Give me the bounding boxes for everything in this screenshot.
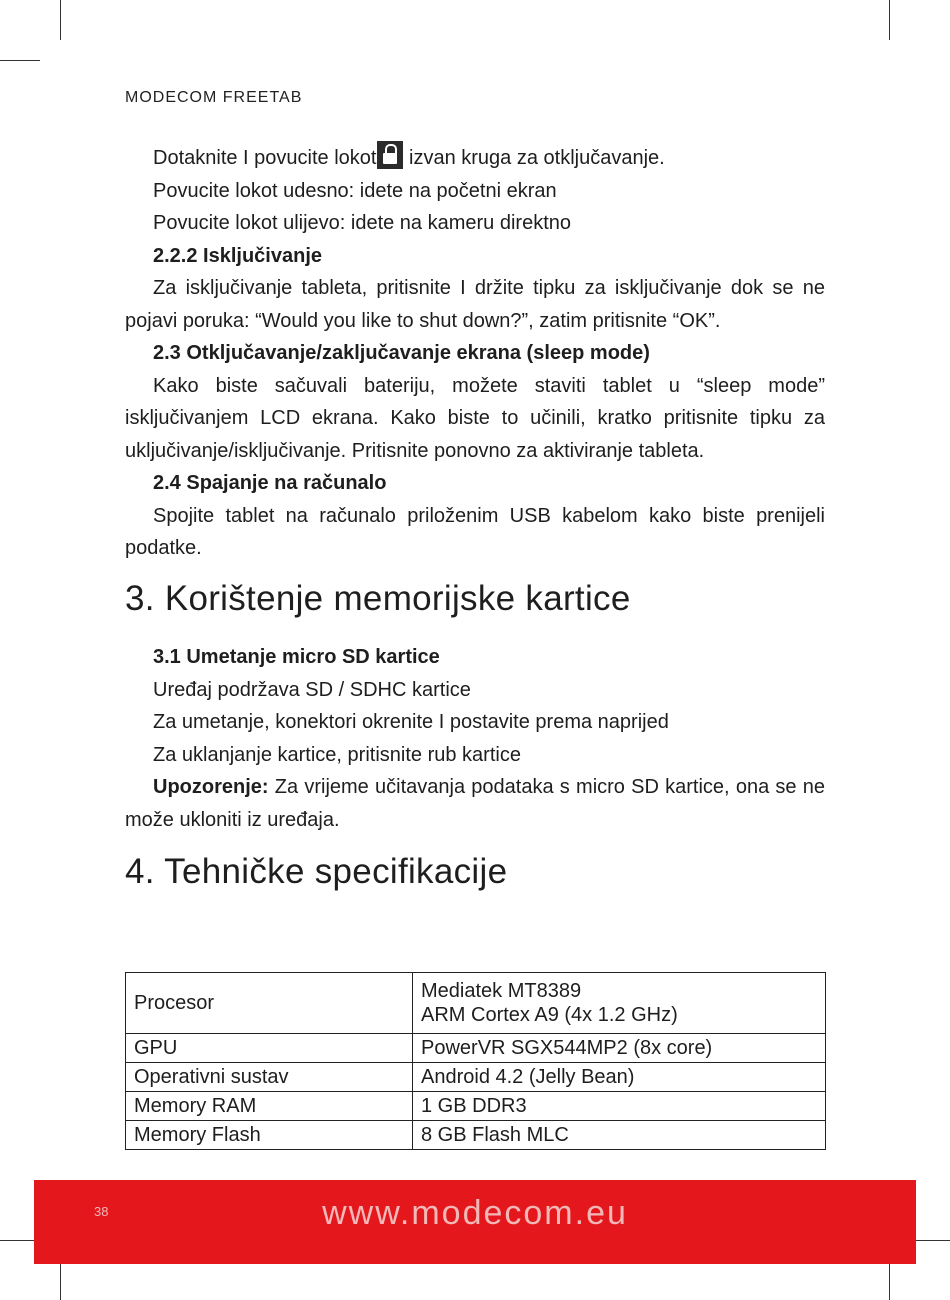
spec-value: Android 4.2 (Jelly Bean) bbox=[413, 1063, 826, 1092]
unlock-left-line: Povucite lokot ulijevo: idete na kameru direktno bbox=[153, 212, 572, 234]
spec-key: GPU bbox=[126, 1034, 413, 1063]
chapter-3-title: 3. Korištenje memorijske kartice bbox=[125, 578, 631, 618]
spec-key: Memory RAM bbox=[126, 1092, 413, 1121]
unlock-instruction: Dotaknite I povucite lokot izvan kruga za otključavanje. bbox=[125, 141, 825, 175]
sd-support-line: Uređaj podržava SD / SDHC kartice bbox=[153, 678, 471, 701]
heading-2-4: 2.4 Spajanje na računalo bbox=[153, 472, 387, 494]
warning-paragraph bbox=[125, 771, 825, 836]
unlock-right-line: Povucite lokot udesno: idete na početni ekran bbox=[153, 179, 557, 202]
heading-2-3: 2.3 Otključavanje/zaključavanje ekrana (sleep mode) bbox=[153, 342, 650, 364]
footer-band bbox=[34, 1180, 916, 1264]
crop-mark bbox=[60, 0, 61, 40]
spec-key: Operativni sustav bbox=[126, 1063, 413, 1092]
crop-mark bbox=[0, 60, 40, 61]
footer-url: www.modecom.eu bbox=[322, 1194, 628, 1232]
connect-paragraph: Spojite tablet na računalo priloženim USB kabelom kako biste prenijeli podatke. bbox=[125, 504, 825, 559]
heading-3-1: 3.1 Umetanje micro SD kartice bbox=[153, 646, 440, 668]
table-row bbox=[126, 1092, 826, 1121]
spec-value: Mediatek MT8389 ARM Cortex A9 (4x 1.2 GHz) bbox=[413, 973, 826, 1034]
sleep-mode-paragraph: Kako biste sačuvali bateriju, možete staviti tablet u “sleep mode” isključivanjem LCD ekrana. Kako biste to učinili, kratko pritisnite tipku za uključivanje/isključivanje. Pritisnite ponovno za aktiviranje tableta. bbox=[125, 374, 825, 462]
sd-remove-line: Za uklanjanje kartice, pritisnite rub kartice bbox=[153, 743, 521, 766]
spec-key: Memory Flash bbox=[126, 1121, 413, 1150]
spec-value: PowerVR SGX544MP2 (8x core) bbox=[413, 1034, 826, 1063]
table-row bbox=[126, 1034, 826, 1063]
page-number: 38 bbox=[94, 1204, 109, 1219]
shutdown-paragraph: Za isključivanje tableta, pritisnite I držite tipku za isključivanje dok se ne pojavi poruka: “Would you like to shut down?”, zatim pritisnite “OK”. bbox=[125, 277, 825, 332]
table-row bbox=[126, 1121, 826, 1150]
running-header: MODECOM FREETAB bbox=[125, 89, 303, 106]
crop-mark bbox=[889, 0, 890, 40]
spec-value: 1 GB DDR3 bbox=[413, 1092, 826, 1121]
spec-table bbox=[125, 972, 826, 1150]
page-content bbox=[125, 141, 825, 889]
spec-value: 8 GB Flash MLC bbox=[413, 1121, 826, 1150]
warning-text: Za vrijeme učitavanja podataka s micro SD kartice, ona se ne može ukloniti iz uređaja. bbox=[125, 776, 825, 831]
table-row bbox=[126, 1063, 826, 1092]
table-row bbox=[126, 973, 826, 1034]
crop-mark bbox=[912, 1240, 950, 1241]
spec-key: Procesor bbox=[126, 973, 413, 1034]
crop-mark bbox=[889, 1262, 890, 1300]
sd-insert-line: Za umetanje, konektori okrenite I postavite prema naprijed bbox=[153, 711, 669, 733]
crop-mark bbox=[60, 1262, 61, 1300]
warning-label: Upozorenje: bbox=[153, 776, 269, 798]
heading-2-2-2: 2.2.2 Isključivanje bbox=[153, 244, 322, 267]
chapter-4-title: 4. Tehničke specifikacije bbox=[125, 852, 508, 891]
lock-icon bbox=[377, 141, 403, 169]
